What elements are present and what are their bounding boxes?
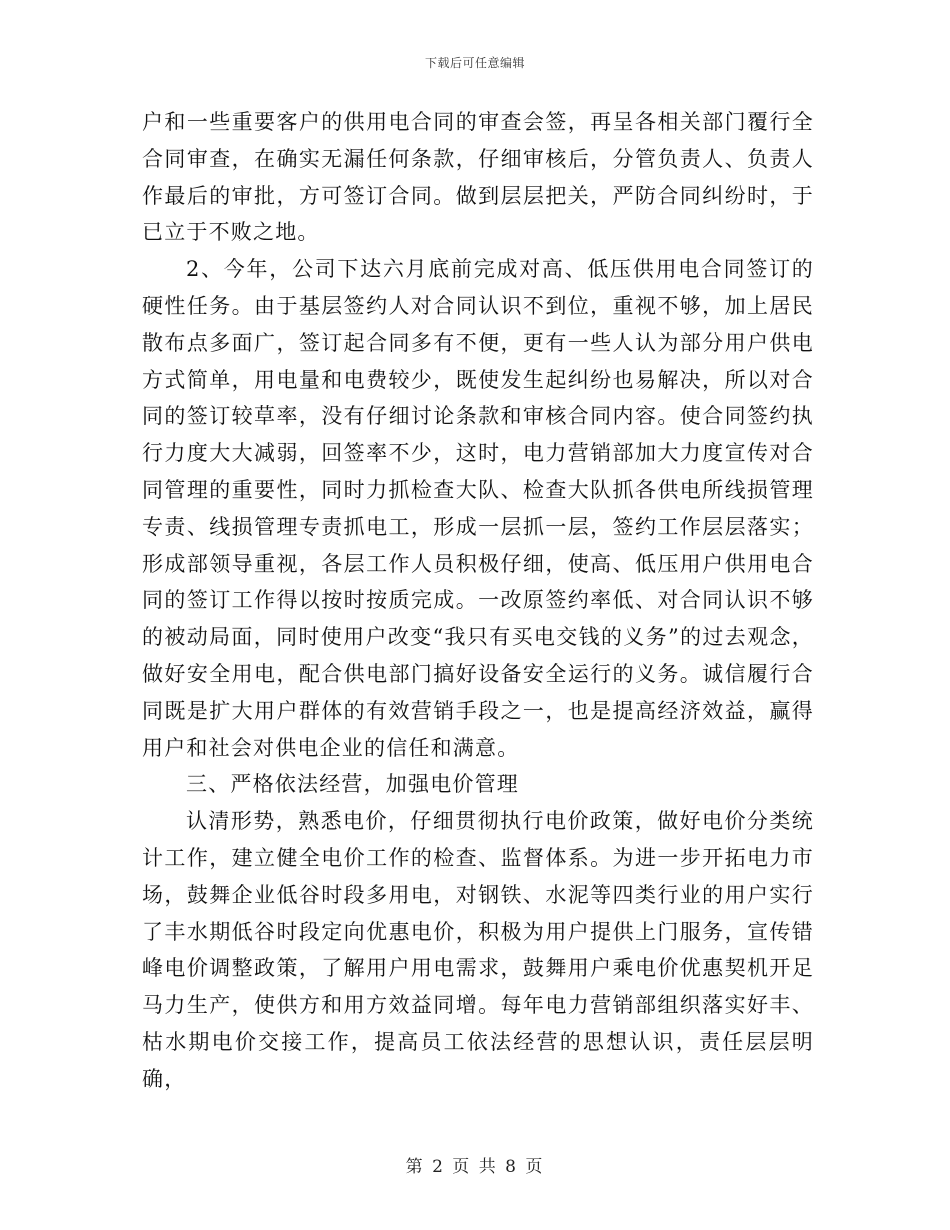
paragraph-contract-signing: 2、今年，公司下达六月底前完成对高、低压供用电合同签订的硬性任务。由于基层签约人对合同认识不到位，重视不够，加上居民散布点多面广，签订起合同多有不便，更有一些人认为部分用户供电方式简单，用电量和电费较少，既使发生起纠纷也易解决，所以对合同的签订较草率，没有仔细讨论条款和审核合同内容。使合同签约执行力度大大减弱，回签率不少，这时，电力营销部加大力度宣传对合同管理的重要性，同时力抓检查大队、检查大队抓各供电所线损管理专责、线损管理专责抓电工，形成一层抓一层，签约工作层层落实；形成部领导重视，各层工作人员积极仔细，使高、低压用户供用电合同的签订工作得以按时按质完成。一改原签约率低、对合同认识不够的被动局面，同时使用户改变“我只有买电交钱的义务”的过去观念，做好安全用电，配合供电部门搞好设备安全运行的义务。诚信履行合同既是扩大用户群体的有效营销手段之一，也是提高经济效益，赢得用户和社会对供电企业的信任和满意。 [142,257,814,760]
page-number-footer: 第 2 页 共 8 页 [405,1157,545,1177]
paragraph-pricing-management: 认清形势，熟悉电价，仔细贯彻执行电价政策，做好电价分类统计工作，建立健全电价工作的检查、监督体系。为进一步开拓电力市场，鼓舞企业低谷时段多用电，对钢铁、水泥等四类行业的用户实行了丰水期低谷时段定向优惠电价，积极为用户提供上门服务，宣传错峰电价调整政策，了解用户用电需求，鼓舞用户乘电价优惠契机开足马力生产，使供方和用方效益同增。每年电力营销部组织落实好丰、枯水期电价交接工作，提高员工依法经营的思想认识，责任层层明确， [142,809,814,1091]
page-header: 下载后可任意编辑 [424,56,525,70]
section-heading-pricing: 三、严格依法经营，加强电价管理 [186,772,519,797]
document-body [142,104,814,1098]
paragraph-contract-review: 户和一些重要客户的供用电合同的审查会签，再呈各相关部门覆行全合同审查，在确实无漏任何条款，仔细审核后，分管负责人、负责人作最后的审批，方可签订合同。做到层层把关，严防合同纠纷时，于已立于不败之地。 [142,110,814,245]
